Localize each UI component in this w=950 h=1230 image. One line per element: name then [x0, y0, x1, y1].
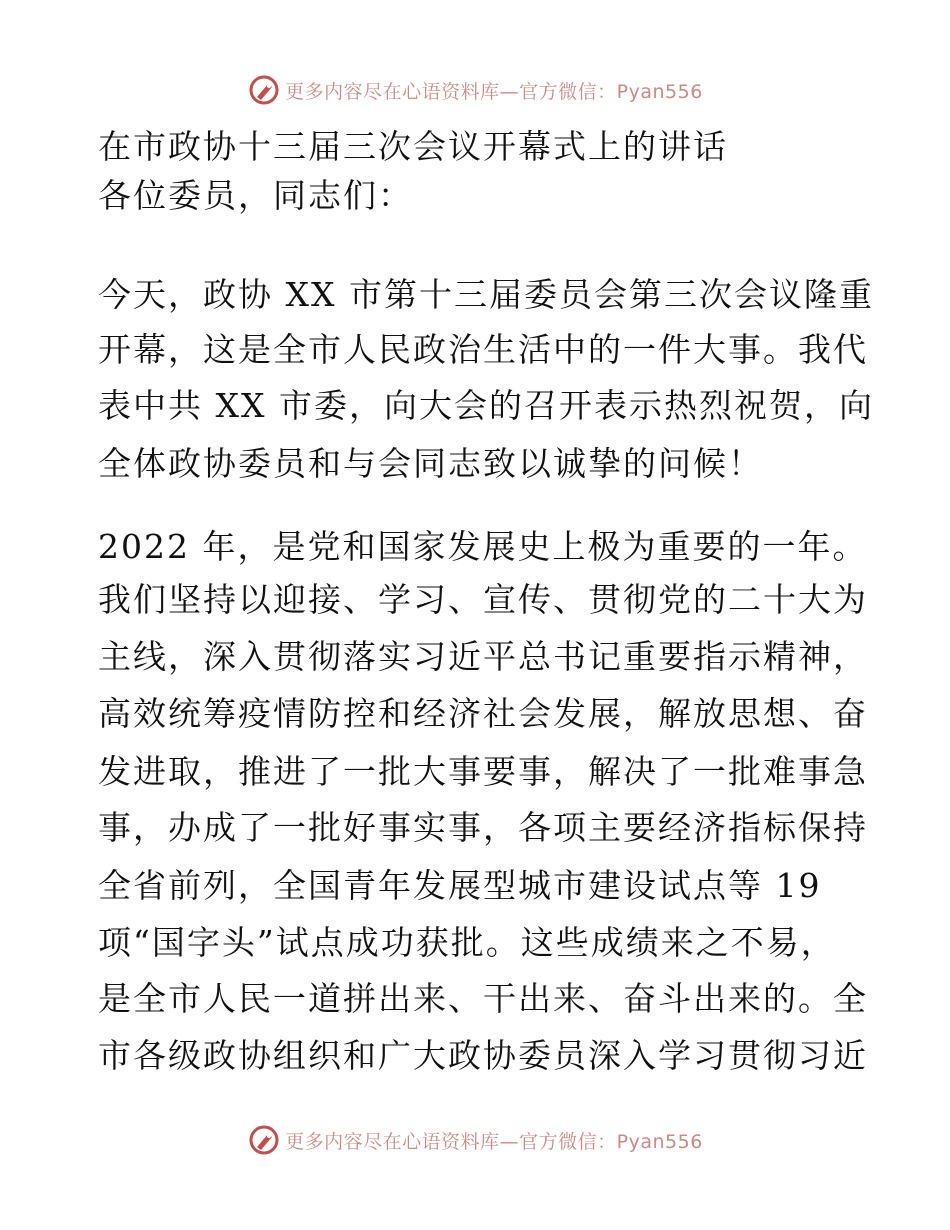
paragraph2-line: 2022 年，是党和国家发展史上极为重要的一年。 — [98, 527, 868, 566]
paragraph1-line: 今天，政协 XX 市第十三届委员会第三次会议隆重 — [98, 275, 874, 314]
paragraph2-line: 市各级政协组织和广大政协委员深入学习贯彻习近 — [98, 1036, 868, 1075]
watermark-text: 更多内容尽在心语资料库—官方微信：Pyan556 — [285, 1130, 703, 1153]
pen-nib-circle-icon — [247, 1123, 281, 1157]
salutation: 各位委员，同志们： — [98, 176, 413, 215]
watermark-footer — [0, 1120, 950, 1160]
watermark-text: 更多内容尽在心语资料库—官方微信：Pyan556 — [285, 80, 703, 103]
paragraph2-line: 发进取，推进了一批大事要事，解决了一批难事急 — [98, 752, 868, 791]
paragraph1-line: 表中共 XX 市委，向大会的召开表示热烈祝贺，向 — [98, 386, 874, 425]
watermark-header — [0, 70, 950, 110]
paragraph2-line: 项“国字头”试点成功获批。这些成绩来之不易， — [98, 923, 836, 962]
paragraph2-line: 我们坚持以迎接、学习、宣传、贯彻党的二十大为 — [98, 580, 868, 619]
paragraph2-line: 是全市人民一道拼出来、干出来、奋斗出来的。全 — [98, 979, 868, 1018]
paragraph1-line: 全体政协委员和与会同志致以诚挚的问候！ — [98, 444, 763, 483]
paragraph2-line: 主线，深入贯彻落实习近平总书记重要指示精神， — [98, 637, 868, 676]
paragraph2-line: 全省前列，全国青年发展型城市建设试点等 19 — [98, 866, 822, 905]
document-title: 在市政协十三届三次会议开幕式上的讲话 — [98, 127, 728, 166]
paragraph1-line: 开幕，这是全市人民政治生活中的一件大事。我代 — [98, 330, 868, 369]
paragraph2-line: 高效统筹疫情防控和经济社会发展，解放思想、奋 — [98, 694, 868, 733]
pen-nib-circle-icon — [247, 73, 281, 107]
paragraph2-line: 事，办成了一批好事实事，各项主要经济指标保持 — [98, 808, 868, 847]
